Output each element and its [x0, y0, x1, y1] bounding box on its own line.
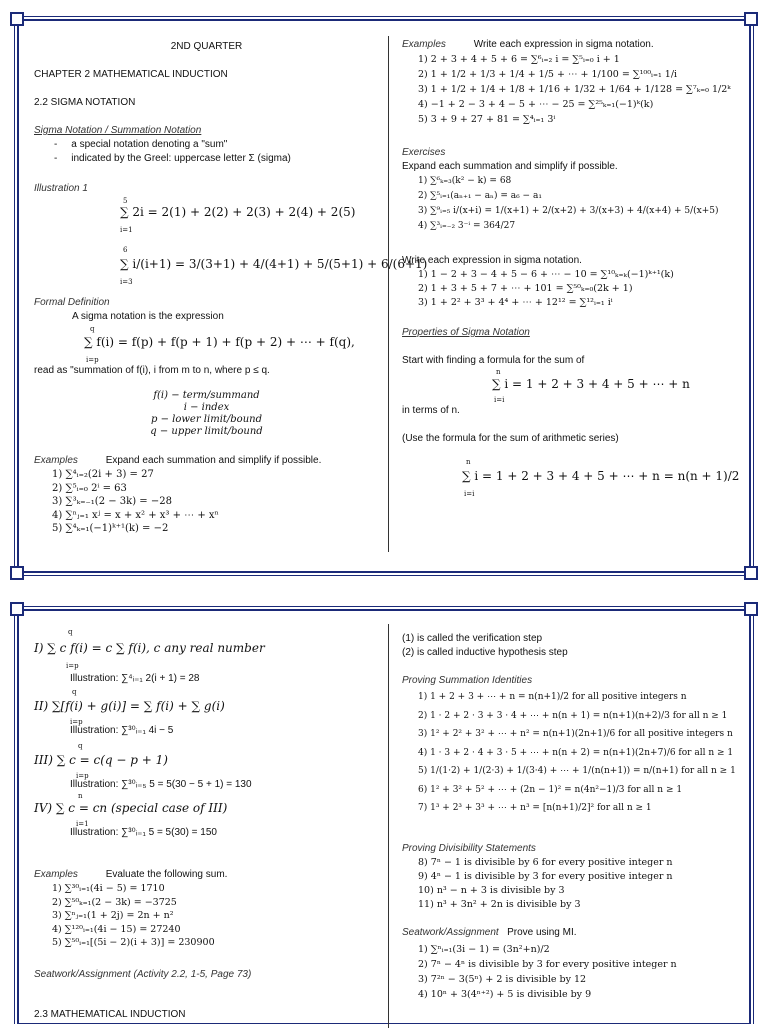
section-title: 2.3 MATHEMATICAL INDUCTION [34, 1009, 186, 1020]
property-2-illustration: Illustration: ∑³⁰ᵢ₌₁ 4i − 5 [70, 725, 174, 736]
sum-expression: ∑ i = 1 + 2 + 3 + 4 + 5 + ⋯ + n [492, 377, 690, 391]
properties-heading: Properties of Sigma Notation [402, 327, 530, 338]
list-item: 2) ∑⁵ᵢ₌₀ 2ⁱ = 63 [52, 482, 127, 494]
left-column [34, 610, 379, 1020]
formal-heading: Formal Definition [34, 297, 110, 308]
column-divider [388, 624, 389, 1028]
seatwork-list [418, 942, 677, 1002]
right-column [402, 610, 747, 1020]
bullet-item: - a special notation denoting a "sum" [54, 139, 228, 150]
examples-list [418, 52, 731, 127]
list-item: 2) 1 + 1/2 + 1/3 + 1/4 + 1/5 + ⋯ + 1/100 = ∑¹⁰⁰ᵢ₌₁ 1/i [418, 69, 678, 80]
list-item: 3) 7²ⁿ − 3(5ⁿ) + 2 is divisible by 12 [418, 974, 587, 985]
sum-upper-limit: q [78, 742, 83, 750]
examples-list [52, 468, 219, 536]
read-as-text: read as "summation of f(i), i from m to n, where p ≤ q. [34, 365, 270, 376]
seatwork-heading-line: Seatwork/Assignment Prove using MI. [402, 927, 577, 938]
corner-ornament [744, 566, 758, 580]
divisibility-heading: Proving Divisibility Statements [402, 843, 536, 854]
sum-upper-limit: n [466, 458, 471, 466]
illustration-1-formula: ∑ 2i = 2(1) + 2(2) + 2(3) + 2(4) + 2(5) [120, 205, 356, 219]
sum-lower-limit: i=p [76, 772, 89, 780]
list-item: 2) ∑⁵⁰ₖ₌₁(2 − 3k) = −3725 [52, 896, 177, 908]
illustration-2-formula: ∑ i/(i+1) = 3/(3+1) + 4/(4+1) + 5/(5+1) + 6/(6+1) [120, 257, 428, 271]
examples-list [52, 882, 215, 950]
list-item: 2) 1 + 3 + 5 + 7 + ⋯ + 101 = ∑⁵⁰ₖ₌₀(2k + 1) [418, 283, 633, 294]
use-formula-text: (Use the formula for the sum of arithmetic series) [402, 433, 619, 444]
sum-upper-limit: n [496, 368, 501, 376]
property-2: II) ∑[f(i) + g(i)] = ∑ f(i) + ∑ g(i) [34, 699, 225, 713]
list-item: 5) 1/(1·2) + 1/(2·3) + 1/(3·4) + ⋯ + 1/(n(n+1)) = n/(n+1) for all n ≥ 1 [418, 766, 736, 776]
property-1: I) ∑ c f(i) = c ∑ f(i), c any real number [34, 641, 265, 655]
list-item: 6) 1² + 3² + 5² + ⋯ + (2n − 1)² = n(4n²−1)/3 for all n ≥ 1 [418, 784, 683, 795]
property-1-illustration: Illustration: ∑⁴ᵢ₌₁ 2(i + 1) = 28 [70, 673, 200, 684]
list-item: 5) ∑⁴ₖ₌₁(−1)ᵏ⁺¹(k) = −2 [52, 523, 169, 534]
list-item: 11) n³ + 3n² + 2n is divisible by 3 [418, 899, 581, 910]
exercises-instruction: Expand each summation and simplify if possible. [402, 161, 618, 172]
list-item: 3) 1 + 2² + 3³ + 4⁴ + ⋯ + 12¹² = ∑¹²ᵢ₌₁ iⁱ [418, 297, 613, 308]
sum-result: ∑ i = 1 + 2 + 3 + 4 + 5 + ⋯ + n = n(n + 1)/2 [462, 469, 740, 483]
sum-upper-limit: 6 [123, 246, 128, 254]
list-item: 4) 10ⁿ + 3(4ⁿ⁺²) + 5 is divisible by 9 [418, 989, 592, 1000]
list-item: 8) 7ⁿ − 1 is divisible by 6 for every positive integer n [418, 857, 673, 868]
seatwork-text: Seatwork/Assignment (Activity 2.2, 1-5, Page 73) [34, 969, 252, 980]
list-item: 1) ∑⁴ᵢ₌₂(2i + 3) = 27 [52, 469, 154, 480]
list-item: 1) ∑³⁰ᵢ₌₁(4i − 5) = 1710 [52, 883, 165, 894]
list-item: 4) ∑ⁿⱼ₌₁ xʲ = x + x² + x³ + ⋯ + xⁿ [52, 509, 219, 521]
corner-ornament [10, 602, 24, 616]
sum-lower-limit: i=1 [120, 226, 133, 234]
list-item: 3) ∑⁹ᵢ₌₅ i/(x+i) = 1/(x+1) + 2/(x+2) + 3/(x+3) + 4/(x+4) + 5/(x+5) [418, 206, 719, 216]
term-definitions: f(i) − term/summand i − index p − lower limit/bound q − upper limit/bound [150, 390, 263, 437]
property-3-illustration: Illustration: ∑³⁰ᵢ₌₅ 5 = 5(30 − 5 + 1) = 130 [70, 779, 252, 790]
inductive-text: (2) is called inductive hypothesis step [402, 647, 568, 658]
list-item: 3) ∑ⁿⱼ₌₁(1 + 2j) = 2n + n² [52, 910, 174, 921]
exercises-list [418, 174, 719, 234]
proving-heading: Proving Summation Identities [402, 675, 533, 686]
in-terms-text: in terms of n. [402, 405, 460, 416]
corner-ornament [10, 12, 24, 26]
page-2 [14, 606, 754, 1024]
sum-lower-limit: i=p [70, 718, 83, 726]
write-list [418, 268, 674, 310]
list-item: 4) ∑¹²⁰ᵢ₌₁(4i − 15) = 27240 [52, 923, 181, 935]
list-item: 1) ∑⁶ₖ₌₃(k² − k) = 68 [418, 176, 512, 186]
sum-lower-limit: i=i [464, 490, 475, 498]
illustration-heading: Illustration 1 [34, 183, 88, 194]
list-item: 4) ∑³ᵢ₌₋₂ 3⁻ⁱ = 364/27 [418, 221, 516, 231]
list-item: 4) −1 + 2 − 3 + 4 − 5 + ⋯ − 25 = ∑²⁵ₖ₌₁(−1)ᵏ(k) [418, 99, 654, 110]
list-item: 1) ∑ⁿᵢ₌₁(3i − 1) = (3n²+n)/2 [418, 944, 550, 955]
sum-lower-limit: i=i [494, 396, 505, 404]
sum-upper-limit: q [90, 325, 95, 333]
list-item: 3) 1² + 2² + 3² + ⋯ + n² = n(n+1)(2n+1)/6 for all positive integers n [418, 729, 733, 739]
sum-lower-limit: i=p [66, 662, 79, 670]
section-title: 2.2 SIGMA NOTATION [34, 97, 136, 108]
list-item: 1) 1 + 2 + 3 + ⋯ + n = n(n+1)/2 for all positive integers n [418, 692, 687, 702]
property-3: III) ∑ c = c(q − p + 1) [34, 753, 168, 767]
chapter-title: CHAPTER 2 MATHEMATICAL INDUCTION [34, 69, 228, 80]
formal-expression: ∑ f(i) = f(p) + f(p + 1) + f(p + 2) + ⋯ + f(q), [84, 335, 355, 349]
corner-ornament [10, 566, 24, 580]
examples-heading-line: Examples Write each expression in sigma notation. [402, 39, 654, 50]
list-item: 10) n³ − n + 3 is divisible by 3 [418, 885, 565, 896]
formal-intro: A sigma notation is the expression [72, 311, 224, 322]
list-item: 2) 7ⁿ − 4ⁿ is divisible by 3 for every positive integer n [418, 959, 677, 970]
sum-upper-limit: q [72, 688, 77, 696]
right-column [402, 20, 747, 560]
sum-upper-limit: 5 [123, 197, 128, 205]
examples-heading-line: Examples Expand each summation and simplify if possible. [34, 455, 322, 466]
verification-text: (1) is called the verification step [402, 633, 543, 644]
bullet-item: - indicated by the Greel: uppercase letter Σ (sigma) [54, 153, 291, 164]
list-item: 5) ∑⁵⁰ᵢ₌₁[(5i − 2)(i + 3)] = 230900 [52, 937, 215, 948]
list-item: 2) 1 · 2 + 2 · 3 + 3 · 4 + ⋯ + n(n + 1) = n(n+1)(n+2)/3 for all n ≥ 1 [418, 710, 728, 721]
sigma-heading: Sigma Notation / Summation Notation [34, 125, 202, 136]
property-4: IV) ∑ c = cn (special case of III) [34, 801, 228, 815]
start-text: Start with finding a formula for the sum of [402, 355, 585, 366]
list-item: 1) 1 − 2 + 3 − 4 + 5 − 6 + ⋯ − 10 = ∑¹⁰ₖ₌ₖ(−1)ᵏ⁺¹(k) [418, 269, 674, 280]
quarter-title: 2ND QUARTER [170, 41, 243, 52]
divisibility-list [418, 856, 673, 912]
examples-heading-line: Examples Evaluate the following sum. [34, 869, 228, 880]
sum-upper-limit: n [78, 792, 83, 800]
identities-list [418, 688, 736, 818]
list-item: 9) 4ⁿ − 1 is divisible by 3 for every positive integer n [418, 871, 673, 882]
list-item: 4) 1 · 3 + 2 · 4 + 3 · 5 + ⋯ + n(n + 2) = n(n+1)(2n+7)/6 for all n ≥ 1 [418, 747, 734, 758]
list-item: 1) 2 + 3 + 4 + 5 + 6 = ∑⁶ᵢ₌₂ i = ∑⁵ᵢ₌₀ i + 1 [418, 54, 620, 65]
exercises-heading: Exercises [402, 147, 446, 158]
column-divider [388, 36, 389, 552]
list-item: 5) 3 + 9 + 27 + 81 = ∑⁴ᵢ₌₁ 3ⁱ [418, 114, 556, 125]
sum-lower-limit: i=1 [76, 820, 89, 828]
page-1 [14, 16, 754, 576]
sum-upper-limit: q [68, 628, 73, 636]
write-instruction: Write each expression in sigma notation. [402, 255, 582, 266]
list-item: 7) 1³ + 2³ + 3³ + ⋯ + n³ = [n(n+1)/2]² for all n ≥ 1 [418, 803, 652, 813]
list-item: 2) ∑⁵ᵢ₌₁(aₙ₊₁ − aₙ) = a₆ − a₁ [418, 191, 542, 201]
list-item: 3) 1 + 1/2 + 1/4 + 1/8 + 1/16 + 1/32 + 1/64 + 1/128 = ∑⁷ₖ₌₀ 1/2ᵏ [418, 84, 731, 95]
property-4-illustration: Illustration: ∑³⁰ᵢ₌₁ 5 = 5(30) = 150 [70, 827, 217, 838]
sum-lower-limit: i=3 [120, 278, 133, 286]
list-item: 3) ∑³ₖ₌₋₁(2 − 3k) = −28 [52, 496, 172, 507]
sum-lower-limit: i=p [86, 356, 99, 364]
